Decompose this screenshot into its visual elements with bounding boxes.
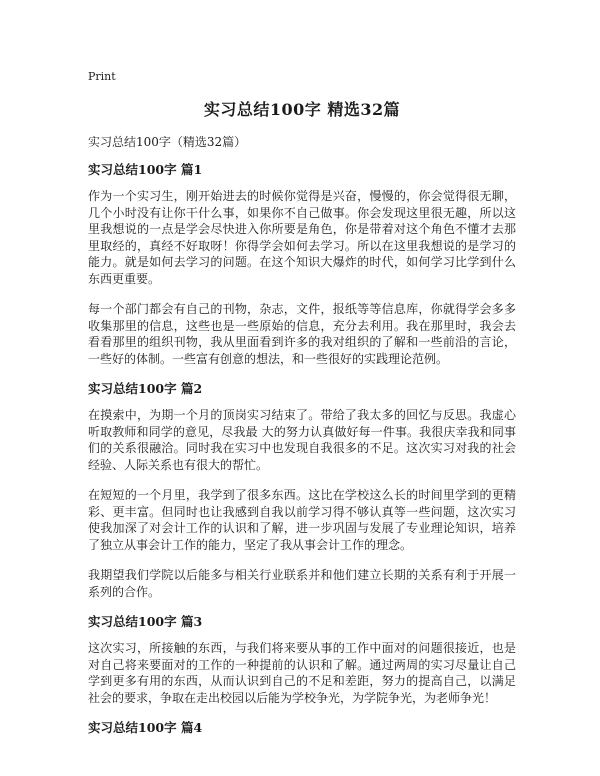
paragraph: 作为一个实习生，刚开始进去的时候你觉得是兴奋，慢慢的，你会觉得很无聊，几个小时没有让你干什么事，如果你不自己做事。你会发现这里很无趣，所以这里我想说的一点是学会尽快进入你所要是角色，你是带着对这个角色不懂才去那里取经的，真经不好取呀！你得学会如何去学习。所以在这里我想说的是学习的能力。就是如何去学习的问题。在这个知识大爆炸的时代，如何学习比学到什么东西更重要。 xyxy=(88,189,516,286)
document-subtitle: 实习总结100字（精选32篇） xyxy=(88,135,247,149)
paragraph: 在摸索中，为期一个月的顶岗实习结束了。带给了我太多的回忆与反思。我虚心听取教师和同学的意见，尽我最 大的努力认真做好每一件事。我很庆幸我和同事们的关系很融洽。同时我在实习中也发现自我很多的不足。这次实习对我的社会经验、人际关系也有很大的帮忙。 xyxy=(88,408,516,472)
paragraph: 每一个部门都会有自己的刊物，杂志，文件，报纸等等信息库，你就得学会多多收集那里的信息，这些也是一些原始的信息，充分去利用。我在那里时，我会去看看那里的组织刊物，我从里面看到许多的我对组织的了解和一些前沿的言论，一些好的体制。一些富有创意的想法，和一些很好的实践理论范例。 xyxy=(88,302,516,366)
section-heading: 实习总结100字 篇4 xyxy=(88,720,203,735)
print-link[interactable]: Print xyxy=(88,70,116,83)
paragraph: 我期望我们学院以后能多与相关行业联系并和他们建立长期的关系有利于开展一系列的合作。 xyxy=(88,568,516,599)
section-heading: 实习总结100字 篇2 xyxy=(88,381,203,396)
paragraph: 这次实习，所接触的东西，与我们将来要从事的工作中面对的问题很接近，也是对自己将来要面对的工作的一种提前的认识和了解。通过两周的实习尽量让自己学到更多有用的东西，从而认识到自己的不足和差距，努力的提高自己，以满足社会的要求，争取在走出校园以后能为学校争光，为学院争光，为老师争光！ xyxy=(88,641,516,705)
section-heading: 实习总结100字 篇3 xyxy=(88,614,203,629)
document-title: 实习总结100字 精选32篇 xyxy=(203,100,401,119)
section-heading: 实习总结100字 篇1 xyxy=(88,162,203,177)
paragraph: 在短短的一个月里，我学到了很多东西。这比在学校这么长的时间里学到的更精彩、更丰富。但同时也让我感到自我以前学习得不够认真等一些问题，这次实习使我加深了对会计工作的认识和了解，进一步巩固与发展了专业理论知识，培养了独立从事会计工作的能力，坚定了我从事会计工作的理念。 xyxy=(88,488,516,552)
document-page xyxy=(88,70,516,746)
